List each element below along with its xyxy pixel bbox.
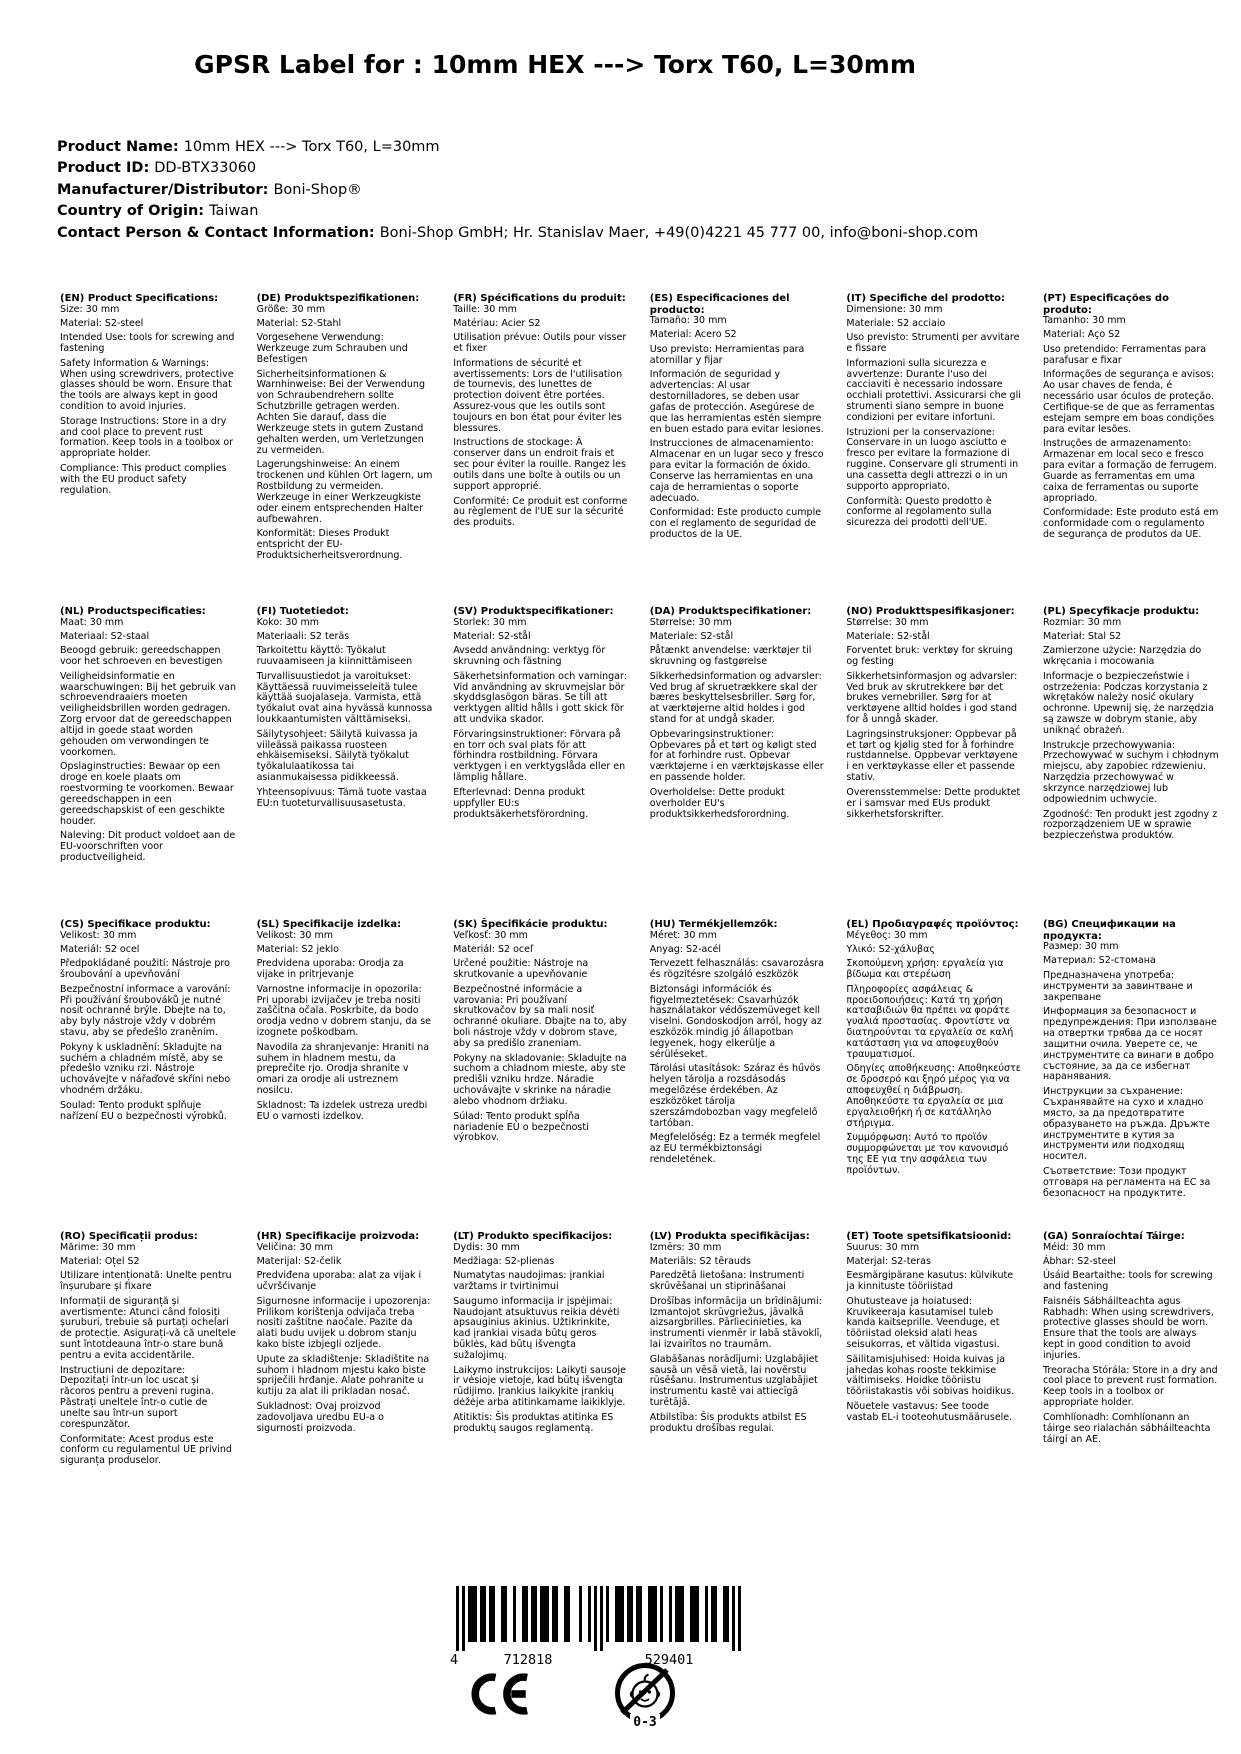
spec-paragraph: Overensstemmelse: Dette produktet er i samsvar med EUs produkt sikkerhetsforskrifter. bbox=[846, 786, 1021, 820]
barcode-bar bbox=[471, 1586, 474, 1642]
spec-paragraph: Upute za skladištenje: Skladištite na suhom i hladnom mjestu kako biste spriječili hrđanje. Alate pohranite u kutiju za alat ili prikladan nosač. bbox=[256, 1353, 430, 1398]
spec-paragraph: Materiál: S2 ocel bbox=[60, 943, 140, 955]
spec-paragraph: Información de seguridad y advertencias: Al usar destornilladores, se deben usar gafas de protección. Asegúrese de que las herramientas estén siempre en buen estado para evitar lesiones. bbox=[649, 369, 824, 435]
spec-paragraph: Vorgesehene Verwendung: Werkzeuge zum Schrauben und Befestigen bbox=[256, 332, 408, 366]
spec-paragraph: Utilisation prévue: Outils pour visser et fixer bbox=[453, 332, 627, 355]
barcode-bar bbox=[681, 1586, 684, 1642]
spec-block-pl bbox=[1043, 606, 1219, 919]
spec-block-title: (FI) Tuotetiedot: bbox=[256, 606, 349, 617]
spec-paragraph: Glabāšanas norādījumi: Uzglabājiet sausā un vēsā vietā, lai novērstu rūsēšanu. Instrumentus uzglabājiet instrumentu kastē vai attiecīgā turētājā. bbox=[649, 1353, 819, 1409]
spec-paragraph: Bezpečnostné informácie a varovania: Pri používaní skrutkovačov by sa mali nosiť ochranné okuliare. Dbajte na to, aby boli nástroje vždy v dobrom stave, aby sa predišlo zraneniam. bbox=[453, 983, 627, 1050]
spec-block-title: (FR) Spécifications du produit: bbox=[453, 293, 626, 304]
spec-paragraph: Atbilstība: Šis produkts atbilst ES produktu drošības regulai. bbox=[649, 1411, 807, 1434]
spec-paragraph: Treoracha Stórála: Store in a dry and cool place to prevent rust formation. Keep tools in a toolbox or appropriate holder. bbox=[1042, 1364, 1218, 1409]
spec-paragraph: Rozmiar: 30 mm bbox=[1042, 616, 1122, 628]
spec-paragraph: Размер: 30 mm bbox=[1042, 941, 1119, 952]
spec-block-title: (LV) Produkta specifikācijas: bbox=[649, 1231, 810, 1242]
spec-paragraph: Sikkerhedsinformation og advarsler: Ved brug af skruetrækkere skal der bæres beskyttelsesbriller. Sørg for, at værktøjerne altid holdes i god stand for at undgå skader. bbox=[649, 670, 822, 726]
spec-paragraph: Opslaginstructies: Bewaar op een droge en koele plaats om roestvorming te voorkomen. Bewaar gereedschappen in een gereedschapskist of een geschikte houder. bbox=[60, 761, 234, 827]
spec-paragraph: Taille: 30 mm bbox=[453, 303, 517, 315]
barcode-bar bbox=[606, 1586, 609, 1642]
spec-paragraph: Sigurnosne informacije i upozorenja: Prilikom korištenja odvijača treba nositi zaštitne naočale. Pazite da alati budu uvijek u dobrom stanju kako biste izbjegli ozljede. bbox=[256, 1295, 431, 1351]
spec-paragraph: Lagringsinstruksjoner: Oppbevar på et tørt og kjølig sted for å forhindre rustdannelse. Oppbevar verktøyene i en verktøykasse eller et passende stativ. bbox=[846, 728, 1018, 784]
ean-barcode bbox=[450, 1586, 750, 1672]
spec-paragraph: Medžiaga: S2-plienas bbox=[453, 1255, 555, 1267]
spec-paragraph: Dimensione: 30 mm bbox=[846, 303, 943, 315]
spec-paragraph: Material: Oțel S2 bbox=[60, 1255, 140, 1267]
barcode-bar bbox=[600, 1586, 603, 1651]
spec-paragraph: Säkerhetsinformation och varningar: Vid användning av skruvmejslar bör skyddsglasögon bäras. Se till att verktygen alltid hålls i gott skick för att undvika skador. bbox=[453, 670, 627, 726]
spec-paragraph: Saugumo informacija ir įspėjimai: Naudojant atsuktuvus reikia dėvėti apsauginius akinius. Užtikrinkite, kad įrankiai visada būtų geros būklės, kad būtų išvengta sužalojimų. bbox=[453, 1295, 620, 1362]
barcode-bar bbox=[462, 1586, 465, 1651]
spec-paragraph: Instrucțiuni de depozitare: Depozitați într-un loc uscat și răcoros pentru a preveni rugina. Păstrați uneltele într-o cutie de unelte sau într-un suport corespunzător. bbox=[60, 1364, 214, 1431]
spec-paragraph: Conformidade: Este produto está em conformidade com o regulamento de segurança de produtos da UE. bbox=[1042, 507, 1219, 540]
barcode-bar bbox=[738, 1586, 741, 1651]
spec-paragraph: Nõuetele vastavus: See toode vastab EL-i tooteohutusmäärusele. bbox=[846, 1400, 1013, 1423]
spec-paragraph: Materijal: S2-čelik bbox=[256, 1255, 342, 1267]
meta-value: 10mm HEX ---> Torx T60, L=30mm bbox=[183, 139, 440, 155]
spec-block-title: (ES) Especificaciones del producto: bbox=[649, 293, 790, 316]
spec-paragraph: Eesmärgipärane kasutus: külvikute ja kinnituste tööriistad bbox=[846, 1270, 1014, 1293]
spec-paragraph: Zgodność: Ten produkt jest zgodny z rozporządzeniem UE w sprawie bezpieczeństwa produktów. bbox=[1042, 808, 1218, 842]
spec-block-title: (SL) Specifikacije izdelka: bbox=[256, 919, 402, 930]
spec-block-ro bbox=[60, 1231, 236, 1471]
spec-paragraph: Materjal: S2-teras bbox=[846, 1255, 931, 1267]
spec-paragraph: Materiāls: S2 tērauds bbox=[649, 1255, 751, 1267]
barcode-bar bbox=[627, 1586, 630, 1642]
spec-paragraph: Size: 30 mm bbox=[60, 303, 120, 315]
barcode-bar bbox=[531, 1586, 534, 1642]
spec-paragraph: Instruções de armazenamento: Armazenar em local seco e fresco para evitar a formação de ferrugem. Guarde as ferramentas em uma caixa de ferramentas ou suporte apropriado. bbox=[1042, 438, 1217, 504]
spec-paragraph: Compliance: This product complies with the EU product safety regulation. bbox=[60, 462, 227, 496]
spec-paragraph: Bezpečnostní informace a varování: Při používání šroubováků je nutné nosit ochranné brýle. Dbejte na to, aby byly nástroje vždy v dobrém stavu, aby se předešlo zraněním. bbox=[60, 983, 231, 1039]
spec-paragraph: Materiale: S2-stål bbox=[649, 630, 734, 642]
barcode-bar bbox=[714, 1586, 717, 1642]
page-title: GPSR Label for : 10mm HEX ---> Torx T60, L=30mm bbox=[194, 50, 916, 79]
spec-paragraph: Sikkerhetsinformasjon og advarsler: Ved bruk av skrutrekkere bør det brukes vernebriller. Sørg for at verktøyene alltid holdes i god stand for å unngå skader. bbox=[846, 670, 1018, 726]
spec-paragraph: Οδηγίες αποθήκευσης: Αποθηκεύστε σε δροσερό και ξηρό μέρος για να αποφευχθεί η διάβρωση. Αποθηκεύστε τα εργαλεία σε μια εργαλειοθήκη ή σε κατάλληλο στήριγμα. bbox=[846, 1063, 1021, 1129]
spec-paragraph: Предназначена употреба: инструменти за завинтване и закрепване bbox=[1042, 969, 1193, 1003]
barcode-bar bbox=[522, 1586, 525, 1642]
spec-paragraph: Overholdelse: Dette produkt overholder EU's produktsikkerhedsforordning. bbox=[649, 786, 790, 820]
spec-paragraph: Méid: 30 mm bbox=[1042, 1241, 1106, 1253]
spec-paragraph: Utilizare intenționată: Unelte pentru înșurubare și fixare bbox=[60, 1270, 232, 1293]
spec-block-bg bbox=[1043, 919, 1219, 1231]
spec-block-it bbox=[846, 293, 1022, 606]
spec-paragraph: Συμμόρφωση: Αυτό το προϊόν συμμορφώνεται με τον κανονισμό της ΕΕ για την ασφάλεια των προϊόντων. bbox=[846, 1132, 1009, 1177]
spec-block-title: (ET) Toote spetsifikatsioonid: bbox=[846, 1231, 1012, 1242]
spec-paragraph: Comhlíonadh: Comhlíonann an táirge seo rialachán sábháilteachta táirgí an AE. bbox=[1042, 1411, 1211, 1445]
spec-block-hu bbox=[650, 919, 826, 1231]
spec-paragraph: Material: S2-Stahl bbox=[256, 317, 342, 329]
spec-paragraph: Koko: 30 mm bbox=[256, 616, 319, 628]
spec-paragraph: Υλικό: S2-χάλυβας bbox=[846, 943, 935, 955]
spec-block-es bbox=[650, 293, 826, 606]
spec-paragraph: Μέγεθος: 30 mm bbox=[846, 929, 928, 941]
age-warning-icon bbox=[612, 1660, 678, 1734]
barcode-bar bbox=[468, 1586, 471, 1642]
spec-paragraph: Efterlevnad: Denna produkt uppfyller EU:s produktsäkerhetsförordning. bbox=[453, 786, 589, 820]
spec-block-title: (HU) Termékjellemzők: bbox=[649, 919, 778, 930]
spec-paragraph: Informações de segurança e avisos: Ao usar chaves de fenda, é necessário usar óculos de proteção. Certifique-se de que as ferramentas estejam sempre em boas condições para evitar lesões. bbox=[1042, 369, 1215, 435]
barcode-bar bbox=[483, 1586, 486, 1642]
barcode-bar bbox=[543, 1586, 546, 1642]
spec-block-title: (BG) Спецификации на продукта: bbox=[1042, 919, 1176, 942]
spec-paragraph: Mărime: 30 mm bbox=[60, 1241, 136, 1253]
spec-paragraph: Navodila za shranjevanje: Hraniti na suhem in hladnem mestu, da preprečite rjo. Orodja shranite v omari za orodje ali ustreznem nosilcu. bbox=[256, 1041, 430, 1097]
barcode-bar bbox=[723, 1586, 726, 1642]
spec-block-lv bbox=[650, 1231, 826, 1471]
spec-paragraph: Soulad: Tento produkt splňuje nařízení EU o bezpečnosti výrobků. bbox=[60, 1099, 227, 1122]
spec-paragraph: Informacje o bezpieczeństwie i ostrzeżenia: Podczas korzystania z wkrętaków należy nosić okulary ochronne. Upewnij się, że narzędzia są zawsze w dobrym stanie, aby uniknąć obrażeń. bbox=[1042, 670, 1214, 737]
spec-block-cs bbox=[60, 919, 236, 1231]
meta-label: Manufacturer/Distributor: bbox=[57, 181, 269, 198]
spec-block-hr bbox=[257, 1231, 433, 1471]
barcode-bar bbox=[567, 1586, 570, 1642]
spec-paragraph: Tarkoitettu käyttö: Työkalut ruuvaamiseen ja kiinnittämiseen bbox=[256, 645, 413, 668]
spec-paragraph: Materiale: S2 acciaio bbox=[846, 317, 946, 329]
spec-block-nl bbox=[60, 606, 236, 919]
barcode-bar bbox=[546, 1586, 549, 1642]
spec-block-title: (GA) Sonraíochtaí Táirge: bbox=[1042, 1231, 1185, 1242]
spec-block-lt bbox=[453, 1231, 629, 1471]
ce-mark-icon bbox=[468, 1672, 534, 1720]
spec-block-title: (PL) Specyfikacje produktu: bbox=[1042, 606, 1200, 617]
spec-paragraph: Opbevaringsinstruktioner: Opbevares på et tørt og køligt sted for at forhindre rust. Opbevar værktøjerne i en værktøjskasse eller en passende holder. bbox=[649, 728, 824, 784]
meta-value: Boni-Shop® bbox=[273, 181, 362, 198]
spec-paragraph: Инструкции за съхранение: Съхранявайте на сухо и хладно място, за да предотвратите образуването на ръжда. Дръжте инструментите в кутия за инструменти или подходящ носител. bbox=[1042, 1085, 1210, 1163]
spec-paragraph: Conformità: Questo prodotto è conforme al regolamento sulla sicurezza dei prodotti dell'UE. bbox=[846, 495, 992, 529]
spec-grid bbox=[60, 293, 1240, 1471]
spec-block-title: (PT) Especificações do produto: bbox=[1042, 293, 1169, 316]
spec-paragraph: Konformität: Dieses Produkt entspricht der EU-Produktsicherheitsverordnung. bbox=[256, 528, 403, 562]
spec-block-pt bbox=[1043, 293, 1219, 606]
barcode-bar bbox=[651, 1586, 654, 1642]
meta-line bbox=[57, 223, 978, 244]
age-warning-label: 0-3 bbox=[633, 1715, 657, 1730]
spec-paragraph: Съответствие: Този продукт отговаря на регламента на ЕС за безопасност на продуктите. bbox=[1042, 1165, 1211, 1199]
spec-block-title: (IT) Specifiche del prodotto: bbox=[846, 293, 1006, 304]
spec-paragraph: Informazioni sulla sicurezza e avvertenze: Durante l'uso dei cacciaviti è necessario indossare occhiali protettivi. Assicurarsi che gli strumenti siano sempre in buone condizioni per evitare infortuni. bbox=[846, 357, 1021, 424]
barcode-digits-group1: 712818 bbox=[503, 1652, 553, 1668]
spec-paragraph: Sicherheitsinformationen & Warnhinweise: Bei der Verwendung von Schraubendrehern sollte Schutzbrille getragen werden. Achten Sie darauf, dass die Werkzeuge stets in gutem Zustand gehalten werden, um Verletzungen zu vermeiden. bbox=[256, 368, 425, 456]
barcode-bar bbox=[693, 1586, 696, 1642]
spec-paragraph: Avsedd användning: verktyg för skruvning och fästning bbox=[453, 645, 606, 668]
spec-paragraph: Beoogd gebruik: gereedschappen voor het schroeven en bevestigen bbox=[60, 645, 223, 668]
spec-block-title: (NL) Productspecificaties: bbox=[60, 606, 206, 617]
spec-paragraph: Ohutusteave ja hoiatused: Kruvikeeraja kasutamisel tuleb kanda kaitseprille. Veenduge, et tööriistad oleksid alati heas seisukorras, et vältida vigastusi. bbox=[846, 1295, 1000, 1351]
meta-label: Product ID: bbox=[57, 160, 150, 177]
barcode-bars bbox=[450, 1586, 750, 1668]
spec-paragraph: Conformité: Ce produit est conforme au règlement de l'UE sur la sécurité des produits. bbox=[453, 495, 628, 529]
spec-block-sv bbox=[453, 606, 629, 919]
spec-paragraph: Σκοπούμενη χρήση: εργαλεία για βίδωμα και στερέωση bbox=[846, 958, 1004, 981]
barcode-bar bbox=[621, 1586, 624, 1642]
spec-paragraph: Uso previsto: Herramientas para atornillar y fijar bbox=[649, 343, 805, 366]
meta-label: Country of Origin: bbox=[57, 203, 205, 220]
spec-paragraph: Conformidad: Este producto cumple con el reglamento de seguridad de productos de la UE. bbox=[649, 507, 822, 540]
spec-paragraph: Numatytas naudojimas: įrankiai varžtams ir tvirtinimui bbox=[453, 1270, 605, 1293]
meta-value: Taiwan bbox=[209, 203, 259, 220]
meta-label: Contact Person & Contact Information: bbox=[57, 224, 375, 241]
spec-paragraph: Materiaal: S2-staal bbox=[60, 630, 150, 642]
spec-paragraph: Instrucciones de almacenamiento: Almacenar en un lugar seco y fresco para evitar la formación de óxido. Conserve las herramientas en una caja de herramientas o soporte adecuado. bbox=[649, 438, 824, 504]
barcode-bar bbox=[639, 1586, 642, 1642]
spec-paragraph: Yhteensopivuus: Tämä tuote vastaa EU:n tuoteturvallisuusasetusta. bbox=[256, 786, 427, 809]
barcode-bar bbox=[648, 1586, 651, 1642]
barcode-bar bbox=[555, 1586, 558, 1642]
spec-paragraph: Material: S2-steel bbox=[60, 317, 144, 329]
barcode-digit-left: 4 bbox=[450, 1652, 459, 1668]
spec-paragraph: Информация за безопасност и предупреждения: При използване на отвертки трябва да се носят защитни очила. Уверете се, че инструментите са винаги в добро състояние, за да се избегнат наранявания. bbox=[1042, 1006, 1217, 1083]
spec-paragraph: Izmērs: 30 mm bbox=[649, 1241, 722, 1253]
spec-paragraph: Conformitate: Acest produs este conform cu regulamentul UE privind siguranța produselor. bbox=[60, 1433, 232, 1467]
spec-block-da bbox=[650, 606, 826, 919]
meta-line bbox=[57, 201, 978, 222]
spec-block-fr bbox=[453, 293, 629, 606]
spec-paragraph: Ábhar: S2-steel bbox=[1042, 1255, 1116, 1267]
spec-paragraph: Dydis: 30 mm bbox=[453, 1241, 520, 1253]
spec-paragraph: Instructions de stockage: À conserver dans un endroit frais et sec pour éviter la rouille. Rangez les outils dans une boîte à outils ou un support approprié. bbox=[453, 437, 626, 493]
spec-paragraph: Storage Instructions: Store in a dry and cool place to prevent rust formation. Keep tools in a toolbox or appropriate holder. bbox=[60, 415, 234, 460]
barcode-bar bbox=[579, 1586, 582, 1642]
spec-paragraph: Uso previsto: Strumenti per avvitare e fissare bbox=[846, 332, 1020, 355]
spec-paragraph: Faisnéis Sábháilteachta agus Rabhadh: When using screwdrivers, protective glasses should be worn. Ensure that the tools are always kept in good condition to avoid injuries. bbox=[1042, 1295, 1214, 1362]
spec-paragraph: Méret: 30 mm bbox=[649, 929, 717, 941]
spec-paragraph: Laikymo instrukcijos: Laikyti sausoje ir vėsioje vietoje, kad būtų išvengta rūdijimo. Įrankius laikykite įrankių dėžėje arba atitinkamame laikiklyje. bbox=[453, 1364, 627, 1409]
spec-paragraph: Drošības informācija un brīdinājumi: Izmantojot skrūvgriežus, jāvalkā aizsargbrilles. Pārliecinieties, ka instrumenti vienmēr ir labā stāvoklī, lai izvairītos no traumām. bbox=[649, 1295, 823, 1351]
barcode-bar bbox=[630, 1586, 633, 1642]
spec-block-title: (SK) Špecifikácie produktu: bbox=[453, 919, 608, 930]
spec-paragraph: Informații de siguranță și avertismente: Atunci când folosiți șuruburi, trebuie să purtați ochelari de protecție. Asigurați-vă că uneltele sunt întotdeauna într-o stare bună pentru a evita accidentările. bbox=[60, 1295, 236, 1362]
spec-paragraph: Predviđena uporaba: alat za vijak i učvršćivanje bbox=[256, 1270, 422, 1293]
barcode-bar bbox=[501, 1586, 504, 1642]
spec-block-title: (EN) Product Specifications: bbox=[60, 293, 219, 304]
spec-paragraph: Biztonsági információk és figyelmeztetések: Csavarhúzók használatakor védőszemüveget kell viselni. Gondoskodjon arról, hogy az eszközök mindig jó állapotban legyenek, hogy elkerülje a sérüléseket. bbox=[649, 983, 822, 1061]
spec-paragraph: Sukladnost: Ovaj proizvod zadovoljava uredbu EU-a o sigurnosti proizvoda. bbox=[256, 1400, 384, 1434]
barcode-bar bbox=[690, 1586, 693, 1642]
barcode-bar bbox=[456, 1586, 459, 1651]
spec-block-en bbox=[60, 293, 236, 606]
barcode-bar bbox=[615, 1586, 618, 1642]
spec-block-title: (SV) Produktspecifikationer: bbox=[453, 606, 614, 617]
spec-block-title: (DE) Produktspezifikationen: bbox=[256, 293, 420, 304]
spec-paragraph: Material: Aço S2 bbox=[1042, 329, 1121, 341]
spec-paragraph: Material: Acero S2 bbox=[649, 329, 737, 341]
spec-block-sl bbox=[257, 919, 433, 1231]
spec-block-ga bbox=[1043, 1231, 1219, 1471]
meta-value: DD-BTX33060 bbox=[154, 160, 257, 177]
spec-paragraph: Størrelse: 30 mm bbox=[846, 616, 929, 628]
spec-paragraph: Turvallisuustiedot ja varoitukset: Käyttäessä ruuvimeisseleitä tulee käyttää suojalaseja. Varmista, että työkalut ovat aina hyvässä kunnossa loukkaantumisten välttämiseksi. bbox=[256, 670, 433, 726]
spec-paragraph: Instrukcje przechowywania: Przechowywać w suchym i chłodnym miejscu, aby zapobiec rdzewieniu. Narzędzia przechowywać w skrzynce narzędziowej lub odpowiednim uchwycie. bbox=[1042, 739, 1219, 806]
spec-block-title: (EL) Προδιαγραφές προϊόντος: bbox=[846, 919, 1019, 930]
spec-paragraph: Safety Information & Warnings: When using screwdrivers, protective glasses should be worn. Ensure that the tools are always kept in good condition to avoid injuries. bbox=[60, 357, 234, 413]
meta-value: Boni-Shop GmbH; Hr. Stanislav Maer, +49(0)4221 45 777 00, info@boni-shop.com bbox=[379, 224, 979, 241]
barcode-digits-group2: 529401 bbox=[644, 1652, 694, 1668]
spec-paragraph: Úsáid Beartaithe: tools for screwing and fastening bbox=[1042, 1270, 1213, 1293]
spec-paragraph: Tervezett felhasználás: csavarozásra és rögzítésre szolgáló eszközök bbox=[649, 958, 825, 981]
spec-paragraph: Säilitamisjuhised: Hoida kuivas ja jahedas kohas rooste tekkimise vältimiseks. Hoidke tööriistu tööriistakastis või sobivas hoidikus. bbox=[846, 1353, 1015, 1398]
barcode-bar bbox=[618, 1586, 621, 1642]
barcode-bar bbox=[489, 1586, 492, 1642]
barcode-bar bbox=[669, 1586, 672, 1642]
spec-paragraph: Veiligheidsinformatie en waarschuwingen: Bij het gebruik van schroevendraaiers moeten veiligheidsbrillen worden gedragen. Zorg ervoor dat de gereedschappen altijd in goede staat worden gehouden om verwondingen te voorkomen. bbox=[60, 670, 236, 758]
spec-paragraph: Lagerungshinweise: An einem trockenen und kühlen Ort lagern, um Rostbildung zu vermeiden. Werkzeuge in einer Werkzeugkiste oder einem entsprechenden Halter aufbewahren. bbox=[256, 459, 433, 525]
spec-paragraph: Storlek: 30 mm bbox=[453, 616, 527, 628]
spec-paragraph: Intended Use: tools for screwing and fastening bbox=[60, 332, 235, 355]
spec-paragraph: Megfelelőség: Ez a termék megfelel az EU termékbiztonsági rendeletének. bbox=[649, 1132, 821, 1166]
spec-paragraph: Atitiktis: Šis produktas atitinka ES produktų saugos reglamentą. bbox=[453, 1411, 614, 1434]
barcode-bar bbox=[540, 1586, 543, 1642]
barcode-bar bbox=[654, 1586, 657, 1642]
spec-block-title: (HR) Specifikacije proizvoda: bbox=[256, 1231, 420, 1242]
spec-block-fi bbox=[257, 606, 433, 919]
product-meta bbox=[57, 137, 978, 244]
spec-paragraph: Súlad: Tento produkt spĺňa nariadenie EÚ o bezpečnosti výrobkov. bbox=[453, 1110, 589, 1144]
spec-paragraph: Velikost: 30 mm bbox=[256, 929, 333, 941]
spec-paragraph: Skladnost: Ta izdelek ustreza uredbi EU o varnosti izdelkov. bbox=[256, 1099, 428, 1122]
barcode-bar bbox=[513, 1586, 516, 1642]
spec-block-title: (CS) Specifikace produktu: bbox=[60, 919, 211, 930]
spec-paragraph: Πληροφορίες ασφάλειας & προειδοποιήσεις: Κατά τη χρήση κατσαβιδιών θα πρέπει να φοράτε γυαλιά προστασίας. Φροντίστε να διατηρούνται τα εργαλεία σε καλή κατάσταση για να αποφευχθούν τραυματισμοί. bbox=[846, 983, 1014, 1061]
spec-paragraph: Paredzētā lietošana: Instrumenti skrūvēšanai un stiprināšanai bbox=[649, 1270, 805, 1293]
spec-paragraph: Materiale: S2-stål bbox=[846, 630, 930, 642]
spec-paragraph: Zamierzone użycie: Narzędzia do wkręcania i mocowania bbox=[1042, 645, 1202, 668]
spec-block-title: (NO) Produkttspesifikasjoner: bbox=[846, 606, 1015, 617]
spec-block-title: (RO) Specificații produs: bbox=[60, 1231, 198, 1242]
meta-line bbox=[57, 158, 978, 179]
barcode-bar bbox=[480, 1586, 483, 1642]
spec-paragraph: Naleving: Dit product voldoet aan de EU-voorschriften voor productveiligheid. bbox=[60, 830, 236, 864]
barcode-bar bbox=[678, 1586, 681, 1642]
spec-paragraph: Materiaali: S2 teräs bbox=[256, 630, 350, 642]
spec-paragraph: Pokyny k uskladnění: Skladujte na suchém a chladném místě, aby se předešlo vzniku rzi. Nástroje uchovávejte v nářaďové skříni nebo vhodném držáku. bbox=[60, 1041, 231, 1097]
spec-paragraph: Größe: 30 mm bbox=[256, 303, 326, 315]
spec-paragraph: Istruzioni per la conservazione: Conservare in un luogo asciutto e fresco per evitare la formazione di ruggine. Conservare gli strumenti in una cassetta degli attrezzi o in un supporto appropriato. bbox=[846, 426, 1019, 493]
barcode-bar bbox=[711, 1586, 714, 1642]
barcode-bar bbox=[636, 1586, 639, 1642]
spec-paragraph: Материал: S2-стомана bbox=[1042, 955, 1156, 967]
barcode-bar bbox=[588, 1586, 591, 1642]
spec-paragraph: Veľkosť: 30 mm bbox=[453, 929, 528, 941]
spec-paragraph: Material: S2-stål bbox=[453, 630, 531, 642]
barcode-bar bbox=[552, 1586, 555, 1642]
barcode-bar bbox=[696, 1586, 699, 1642]
barcode-bar bbox=[534, 1586, 537, 1642]
barcode-bar bbox=[474, 1586, 477, 1642]
spec-block-sk bbox=[453, 919, 629, 1231]
spec-paragraph: Tamanho: 30 mm bbox=[1042, 315, 1126, 326]
barcode-bar bbox=[732, 1586, 735, 1651]
spec-paragraph: Materiał: Stal S2 bbox=[1042, 630, 1122, 642]
spec-paragraph: Varnostne informacije in opozorila: Pri uporabi izvijačev je treba nositi zaščitna očala. Poskrbite, da bodo orodja vedno v dobrem stanju, da se izognete poškodbam. bbox=[256, 983, 431, 1039]
spec-paragraph: Informations de sécurité et avertissements: Lors de l'utilisation de tournevis, des lunettes de protection doivent être portées. Assurez-vous que les outils sont toujours en bon état pour éviter les blessures. bbox=[453, 357, 623, 435]
barcode-bar bbox=[594, 1586, 597, 1651]
spec-paragraph: Uso pretendido: Ferramentas para parafusar e fixar bbox=[1042, 343, 1207, 366]
spec-paragraph: Størrelse: 30 mm bbox=[649, 616, 732, 628]
spec-paragraph: Anyag: S2-acél bbox=[649, 943, 722, 955]
spec-paragraph: Určené použitie: Nástroje na skrutkovanie a upevňovanie bbox=[453, 958, 589, 981]
barcode-bar bbox=[525, 1586, 528, 1642]
spec-paragraph: Suurus: 30 mm bbox=[846, 1241, 920, 1253]
spec-paragraph: Säilytysohjeet: Säilytä kuivassa ja viileässä paikassa ruosteen ehkäisemiseksi. Säilytä työkalut työkalulaatikossa tai asianmukaisessa pidikkeessä. bbox=[256, 728, 418, 784]
barcode-bar bbox=[726, 1586, 729, 1642]
barcode-bar bbox=[705, 1586, 708, 1642]
spec-block-title: (DA) Produktspecifikationer: bbox=[649, 606, 812, 617]
spec-paragraph: Förvaringsinstruktioner: Förvara på en torr och sval plats för att förhindra rostbildning. Förvara verktygen i en verktygslåda eller en lämplig hållare. bbox=[453, 728, 626, 784]
spec-block-no bbox=[846, 606, 1022, 919]
spec-paragraph: Predvidena uporaba: Orodja za vijake in pritrjevanje bbox=[256, 958, 404, 981]
spec-paragraph: Velikost: 30 mm bbox=[60, 929, 137, 941]
spec-paragraph: Påtænkt anvendelse: værktøjer til skruvning og fastgørelse bbox=[649, 645, 812, 668]
spec-paragraph: Materiál: S2 oceľ bbox=[453, 943, 534, 955]
barcode-bar bbox=[504, 1586, 507, 1642]
spec-paragraph: Veličina: 30 mm bbox=[256, 1241, 334, 1253]
spec-paragraph: Předpokládané použití: Nástroje pro šroubování a upevňování bbox=[60, 958, 230, 981]
spec-paragraph: Tárolási utasítások: Száraz és hűvös helyen tárolja a rozsdásodás megelőzése érdekében. Az eszközöket tárolja szerszámdobozban vagy megfelelő tartóban. bbox=[649, 1063, 821, 1129]
spec-block-de bbox=[257, 293, 433, 606]
meta-line bbox=[57, 137, 978, 158]
barcode-bar bbox=[675, 1586, 678, 1642]
barcode-bar bbox=[564, 1586, 567, 1642]
meta-line bbox=[57, 180, 978, 201]
spec-block-el bbox=[846, 919, 1022, 1231]
spec-paragraph: Forventet bruk: verktøy for skruing og festing bbox=[846, 645, 1013, 668]
spec-block-title: (LT) Produkto specifikacijos: bbox=[453, 1231, 613, 1242]
spec-paragraph: Matériau: Acier S2 bbox=[453, 317, 541, 329]
spec-paragraph: Maat: 30 mm bbox=[60, 616, 124, 628]
spec-block-et bbox=[846, 1231, 1022, 1471]
spec-paragraph: Material: S2 jeklo bbox=[256, 943, 339, 955]
spec-paragraph: Pokyny na skladovanie: Skladujte na suchom a chladnom mieste, aby ste predišli vzniku hrdze. Náradie uchovávajte v skrinke na náradie alebo vhodnom držiaku. bbox=[453, 1052, 627, 1108]
spec-paragraph: Tamaño: 30 mm bbox=[649, 315, 727, 326]
meta-label: Product Name: bbox=[57, 139, 179, 155]
barcode-bar bbox=[492, 1586, 495, 1642]
barcode-bar bbox=[660, 1586, 663, 1642]
